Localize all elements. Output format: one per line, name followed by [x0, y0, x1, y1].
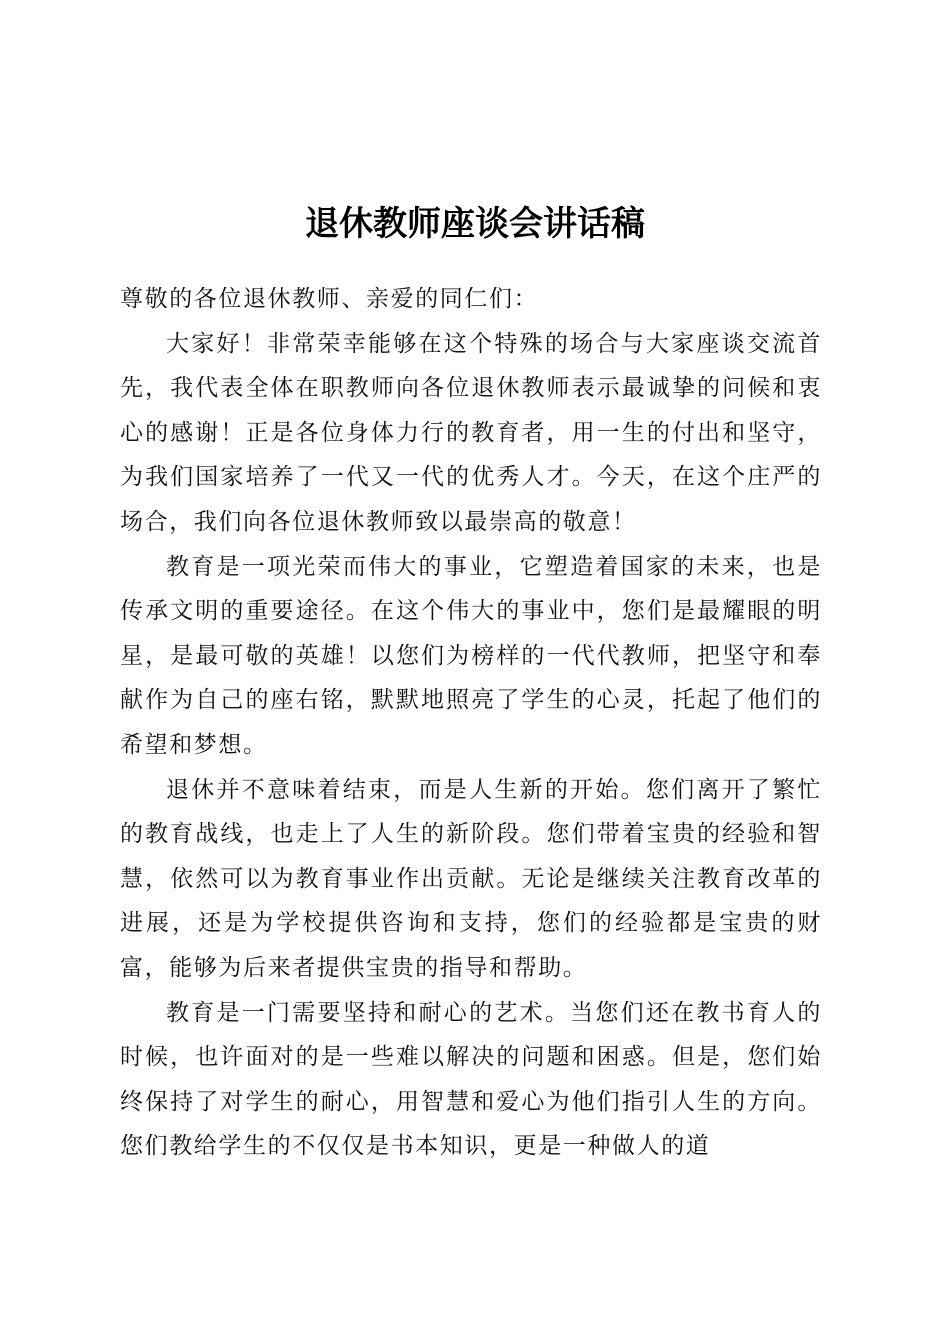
paragraph-2: 教育是一项光荣而伟大的事业，它塑造着国家的未来，也是传承文明的重要途径。在这个伟大的事业中，您们是最耀眼的明星，是最可敬的英雄！以您们为榜样的一代代教师，把坚守和奉献作为自己的座右铭，默默地照亮了学生的心灵，托起了他们的希望和梦想。 [120, 553, 822, 758]
document-body [120, 277, 822, 1169]
salutation: 尊敬的各位退休教师、亲爱的同仁们： [120, 286, 539, 312]
paragraph-4: 教育是一门需要坚持和耐心的艺术。当您们还在教书育人的时候，也许面对的是一些难以解决的问题和困惑。但是，您们始终保持了对学生的耐心，用智慧和爱心为他们指引人生的方向。您们教给学生的不仅仅是书本知识，更是一种做人的道 [120, 999, 822, 1160]
paragraph-3: 退休并不意味着结束，而是人生新的开始。您们离开了繁忙的教育战线，也走上了人生的新阶段。您们带着宝贵的经验和智慧，依然可以为教育事业作出贡献。无论是继续关注教育改革的进展，还是为学校提供咨询和支持，您们的经验都是宝贵的财富，能够为后来者提供宝贵的指导和帮助。 [120, 776, 822, 981]
paragraph-1: 大家好！非常荣幸能够在这个特殊的场合与大家座谈交流首先，我代表全体在职教师向各位退休教师表示最诚挚的问候和衷心的感谢！正是各位身体力行的教育者，用一生的付出和坚守，为我们国家培养了一代又一代的优秀人才。今天，在这个庄严的场合，我们向各位退休教师致以最崇高的敬意！ [120, 330, 822, 535]
document-title: 退休教师座谈会讲话稿 [305, 203, 645, 244]
